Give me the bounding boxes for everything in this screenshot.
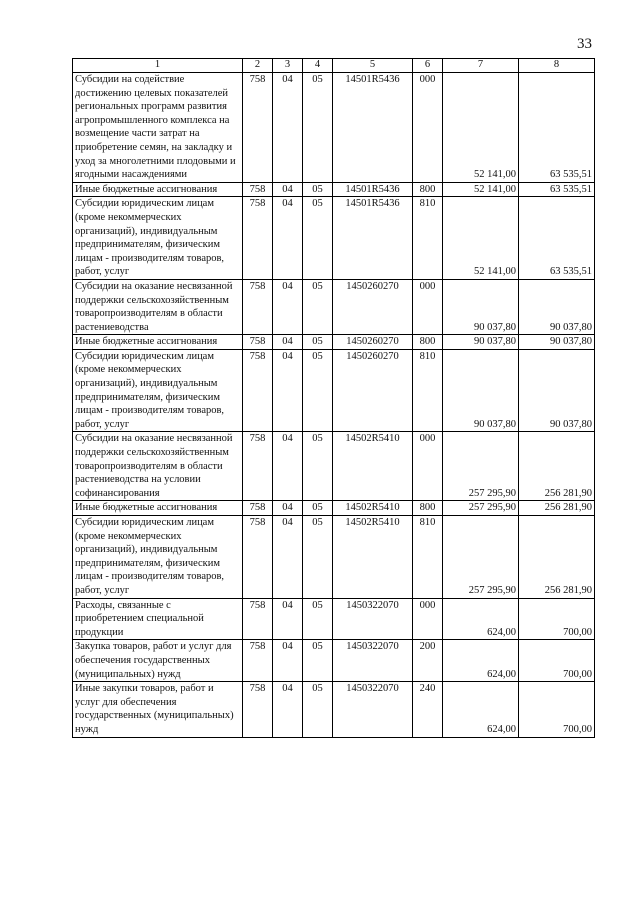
section-code: 04 <box>273 335 303 350</box>
ministry-code: 758 <box>243 640 273 682</box>
ministry-code: 758 <box>243 598 273 640</box>
expense-type-code: 800 <box>413 335 443 350</box>
header-cell: 1 <box>73 59 243 73</box>
ministry-code: 758 <box>243 335 273 350</box>
header-cell: 8 <box>519 59 595 73</box>
table-row <box>73 432 595 501</box>
amount-column-8: 700,00 <box>519 682 595 737</box>
ministry-code: 758 <box>243 349 273 432</box>
section-code: 04 <box>273 197 303 280</box>
header-row <box>73 59 595 73</box>
subsection-code: 05 <box>303 432 333 501</box>
table-row <box>73 182 595 197</box>
table-row <box>73 682 595 737</box>
target-article-code: 1450260270 <box>333 335 413 350</box>
amount-column-7: 90 037,80 <box>443 279 519 334</box>
target-article-code: 1450322070 <box>333 640 413 682</box>
table-row <box>73 335 595 350</box>
expense-name: Иные закупки товаров, работ и услуг для обеспечения государственных (муниципальных) нужд <box>73 682 243 737</box>
expense-name: Субсидии юридическим лицам (кроме некоммерческих организаций), индивидуальным предпринимателям, физическим лицам - производителям товаров, работ, услуг <box>73 516 243 599</box>
budget-table <box>72 58 595 738</box>
target-article-code: 1450322070 <box>333 682 413 737</box>
expense-type-code: 000 <box>413 598 443 640</box>
amount-column-8: 700,00 <box>519 598 595 640</box>
table-row <box>73 516 595 599</box>
table-row <box>73 73 595 183</box>
amount-column-8: 700,00 <box>519 640 595 682</box>
ministry-code: 758 <box>243 197 273 280</box>
table-row <box>73 501 595 516</box>
amount-column-7: 52 141,00 <box>443 182 519 197</box>
expense-type-code: 000 <box>413 432 443 501</box>
table-row <box>73 197 595 280</box>
amount-column-8: 256 281,90 <box>519 516 595 599</box>
amount-column-7: 257 295,90 <box>443 501 519 516</box>
amount-column-8: 90 037,80 <box>519 335 595 350</box>
table-row <box>73 598 595 640</box>
header-cell: 2 <box>243 59 273 73</box>
table-row <box>73 279 595 334</box>
ministry-code: 758 <box>243 682 273 737</box>
header-cell: 6 <box>413 59 443 73</box>
amount-column-7: 624,00 <box>443 598 519 640</box>
subsection-code: 05 <box>303 197 333 280</box>
header-cell: 3 <box>273 59 303 73</box>
section-code: 04 <box>273 349 303 432</box>
amount-column-7: 52 141,00 <box>443 197 519 280</box>
expense-name: Расходы, связанные с приобретением специальной продукции <box>73 598 243 640</box>
ministry-code: 758 <box>243 516 273 599</box>
target-article-code: 1450260270 <box>333 279 413 334</box>
expense-type-code: 800 <box>413 182 443 197</box>
amount-column-8: 256 281,90 <box>519 432 595 501</box>
subsection-code: 05 <box>303 682 333 737</box>
table-row <box>73 640 595 682</box>
expense-type-code: 810 <box>413 197 443 280</box>
expense-name: Иные бюджетные ассигнования <box>73 182 243 197</box>
expense-type-code: 200 <box>413 640 443 682</box>
section-code: 04 <box>273 73 303 183</box>
expense-name: Субсидии на содействие достижению целевых показателей региональных программ развития агропромышленного комплекса на возмещение части затрат на приобретение семян, на закладку и уход за многолетними плодовыми и ягодными насаждениями <box>73 73 243 183</box>
subsection-code: 05 <box>303 335 333 350</box>
expense-type-code: 810 <box>413 516 443 599</box>
table-header <box>73 59 595 73</box>
expense-type-code: 800 <box>413 501 443 516</box>
expense-type-code: 240 <box>413 682 443 737</box>
target-article-code: 1450322070 <box>333 598 413 640</box>
page-number: 33 <box>577 36 592 52</box>
subsection-code: 05 <box>303 598 333 640</box>
ministry-code: 758 <box>243 501 273 516</box>
section-code: 04 <box>273 516 303 599</box>
expense-name: Субсидии на оказание несвязанной поддержки сельскохозяйственным товаропроизводителям в области растениеводства <box>73 279 243 334</box>
target-article-code: 14502R5410 <box>333 432 413 501</box>
target-article-code: 1450260270 <box>333 349 413 432</box>
section-code: 04 <box>273 279 303 334</box>
ministry-code: 758 <box>243 73 273 183</box>
subsection-code: 05 <box>303 516 333 599</box>
amount-column-8: 90 037,80 <box>519 349 595 432</box>
amount-column-7: 90 037,80 <box>443 335 519 350</box>
expense-type-code: 810 <box>413 349 443 432</box>
amount-column-8: 63 535,51 <box>519 182 595 197</box>
expense-name: Иные бюджетные ассигнования <box>73 501 243 516</box>
amount-column-7: 52 141,00 <box>443 73 519 183</box>
expense-type-code: 000 <box>413 279 443 334</box>
amount-column-7: 624,00 <box>443 640 519 682</box>
subsection-code: 05 <box>303 349 333 432</box>
target-article-code: 14501R5436 <box>333 182 413 197</box>
expense-name: Субсидии юридическим лицам (кроме некоммерческих организаций), индивидуальным предпринимателям, физическим лицам - производителям товаров, работ, услуг <box>73 197 243 280</box>
expense-type-code: 000 <box>413 73 443 183</box>
target-article-code: 14501R5436 <box>333 73 413 183</box>
expense-name: Субсидии на оказание несвязанной поддержки сельскохозяйственным товаропроизводителям в области растениеводства на условии софинансирования <box>73 432 243 501</box>
section-code: 04 <box>273 682 303 737</box>
subsection-code: 05 <box>303 640 333 682</box>
table-row <box>73 349 595 432</box>
amount-column-7: 624,00 <box>443 682 519 737</box>
header-cell: 7 <box>443 59 519 73</box>
subsection-code: 05 <box>303 279 333 334</box>
header-cell: 5 <box>333 59 413 73</box>
section-code: 04 <box>273 182 303 197</box>
table-body <box>73 73 595 738</box>
target-article-code: 14502R5410 <box>333 516 413 599</box>
ministry-code: 758 <box>243 279 273 334</box>
amount-column-7: 90 037,80 <box>443 349 519 432</box>
header-cell: 4 <box>303 59 333 73</box>
amount-column-8: 63 535,51 <box>519 73 595 183</box>
amount-column-8: 256 281,90 <box>519 501 595 516</box>
amount-column-8: 63 535,51 <box>519 197 595 280</box>
section-code: 04 <box>273 598 303 640</box>
subsection-code: 05 <box>303 73 333 183</box>
section-code: 04 <box>273 501 303 516</box>
ministry-code: 758 <box>243 182 273 197</box>
section-code: 04 <box>273 640 303 682</box>
ministry-code: 758 <box>243 432 273 501</box>
expense-name: Закупка товаров, работ и услуг для обеспечения государственных (муниципальных) нужд <box>73 640 243 682</box>
section-code: 04 <box>273 432 303 501</box>
amount-column-8: 90 037,80 <box>519 279 595 334</box>
subsection-code: 05 <box>303 182 333 197</box>
target-article-code: 14501R5436 <box>333 197 413 280</box>
subsection-code: 05 <box>303 501 333 516</box>
expense-name: Иные бюджетные ассигнования <box>73 335 243 350</box>
expense-name: Субсидии юридическим лицам (кроме некоммерческих организаций), индивидуальным предпринимателям, физическим лицам - производителям товаров, работ, услуг <box>73 349 243 432</box>
target-article-code: 14502R5410 <box>333 501 413 516</box>
amount-column-7: 257 295,90 <box>443 432 519 501</box>
amount-column-7: 257 295,90 <box>443 516 519 599</box>
